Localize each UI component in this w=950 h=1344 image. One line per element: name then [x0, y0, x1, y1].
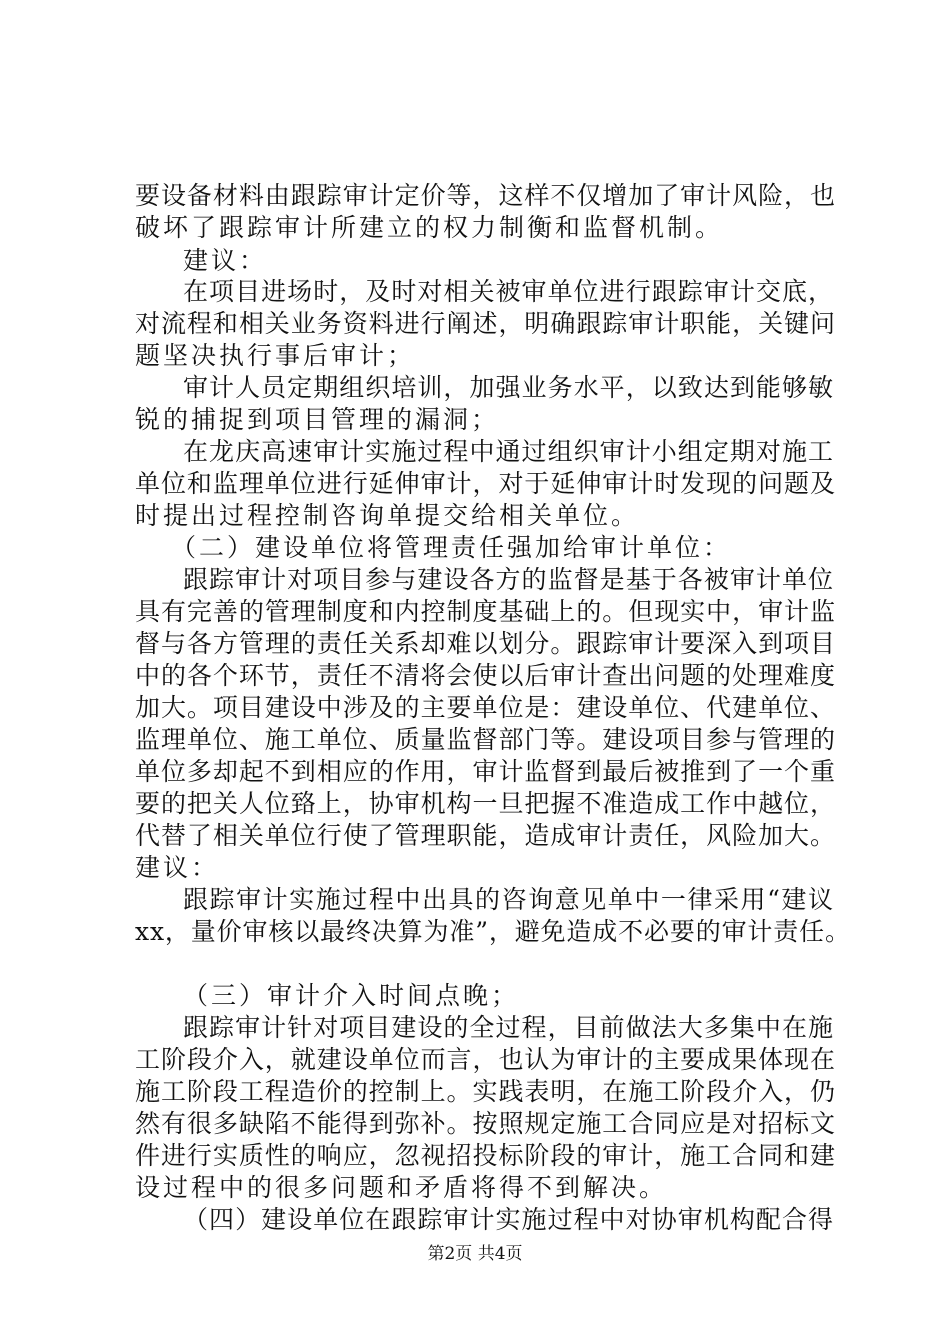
page-footer: 第2页 共4页: [427, 1244, 523, 1264]
text-line: 建议：: [183, 246, 268, 275]
text-line: 设过程中的很多问题和矛盾将得不到解决。: [135, 1173, 668, 1202]
text-line: 代替了相关单位行使了管理职能，造成审计责任，风险加大。: [135, 821, 836, 850]
text-line: 对流程和相关业务资料进行阐述，明确跟踪审计职能，关键问: [135, 309, 836, 338]
text-line: 审计人员定期组织培训，加强业务水平，以致达到能够敏: [183, 373, 835, 402]
text-line: xx，量价审核以最终决算为准”，避免造成不必要的审计责任。: [135, 917, 851, 946]
text-line: 中的各个环节，责任不清将会使以后审计查出问题的处理难度: [135, 661, 836, 690]
text-line: 具有完善的管理制度和内控制度基础上的。但现实中，审计监: [135, 597, 836, 626]
text-line: 要设备材料由跟踪审计定价等，这样不仅增加了审计风险，也: [135, 181, 836, 210]
text-line: 时提出过程控制咨询单提交给相关单位。: [135, 501, 640, 530]
text-line: 监理单位、施工单位、质量监督部门等。建设项目参与管理的: [135, 725, 836, 754]
text-line: 要的把关人位臵上，协审机构一旦把握不准造成工作中越位，: [135, 789, 836, 818]
text-line: 跟踪审计实施过程中出具的咨询意见单中一律采用“建议: [183, 885, 835, 914]
text-line: 督与各方管理的责任关系却难以划分。跟踪审计要深入到项目: [135, 629, 836, 658]
text-line: 件进行实质性的响应，忽视招投标阶段的审计，施工合同和建: [135, 1141, 836, 1170]
text-line: 单位和监理单位进行延伸审计，对于延伸审计时发现的问题及: [135, 469, 836, 498]
text-line: 加大。项目建设中涉及的主要单位是：建设单位、代建单位、: [135, 693, 836, 722]
text-line: 跟踪审计对项目参与建设各方的监督是基于各被审计单位: [183, 565, 835, 594]
text-line: 跟踪审计针对项目建设的全过程，目前做法大多集中在施: [183, 1013, 835, 1042]
text-line: 锐的捕捉到项目管理的漏洞；: [135, 405, 500, 434]
text-line: 施工阶段工程造价的控制上。实践表明，在施工阶段介入，仍: [135, 1077, 836, 1106]
text-line: 单位多却起不到相应的作用，审计监督到最后被推到了一个重: [135, 757, 836, 786]
text-line: 破坏了跟踪审计所建立的权力制衡和监督机制。: [135, 213, 724, 242]
text-line: 在龙庆高速审计实施过程中通过组织审计小组定期对施工: [183, 437, 835, 466]
text-line: 题坚决执行事后审计；: [135, 341, 416, 370]
section-heading: （二）建设单位将管理责任强加给审计单位：: [171, 533, 732, 562]
text-line: 然有很多缺陷不能得到弥补。按照规定施工合同应是对招标文: [135, 1109, 836, 1138]
text-line: 建议：: [135, 853, 220, 882]
section-heading: （三）审计介入时间点晚；: [183, 981, 520, 1010]
text-line: 工阶段介入，就建设单位而言，也认为审计的主要成果体现在: [135, 1045, 836, 1074]
text-line: 在项目进场时，及时对相关被审单位进行跟踪审计交底，: [183, 277, 835, 306]
section-heading: （四）建设单位在跟踪审计实施过程中对协审机构配合得: [183, 1205, 835, 1234]
